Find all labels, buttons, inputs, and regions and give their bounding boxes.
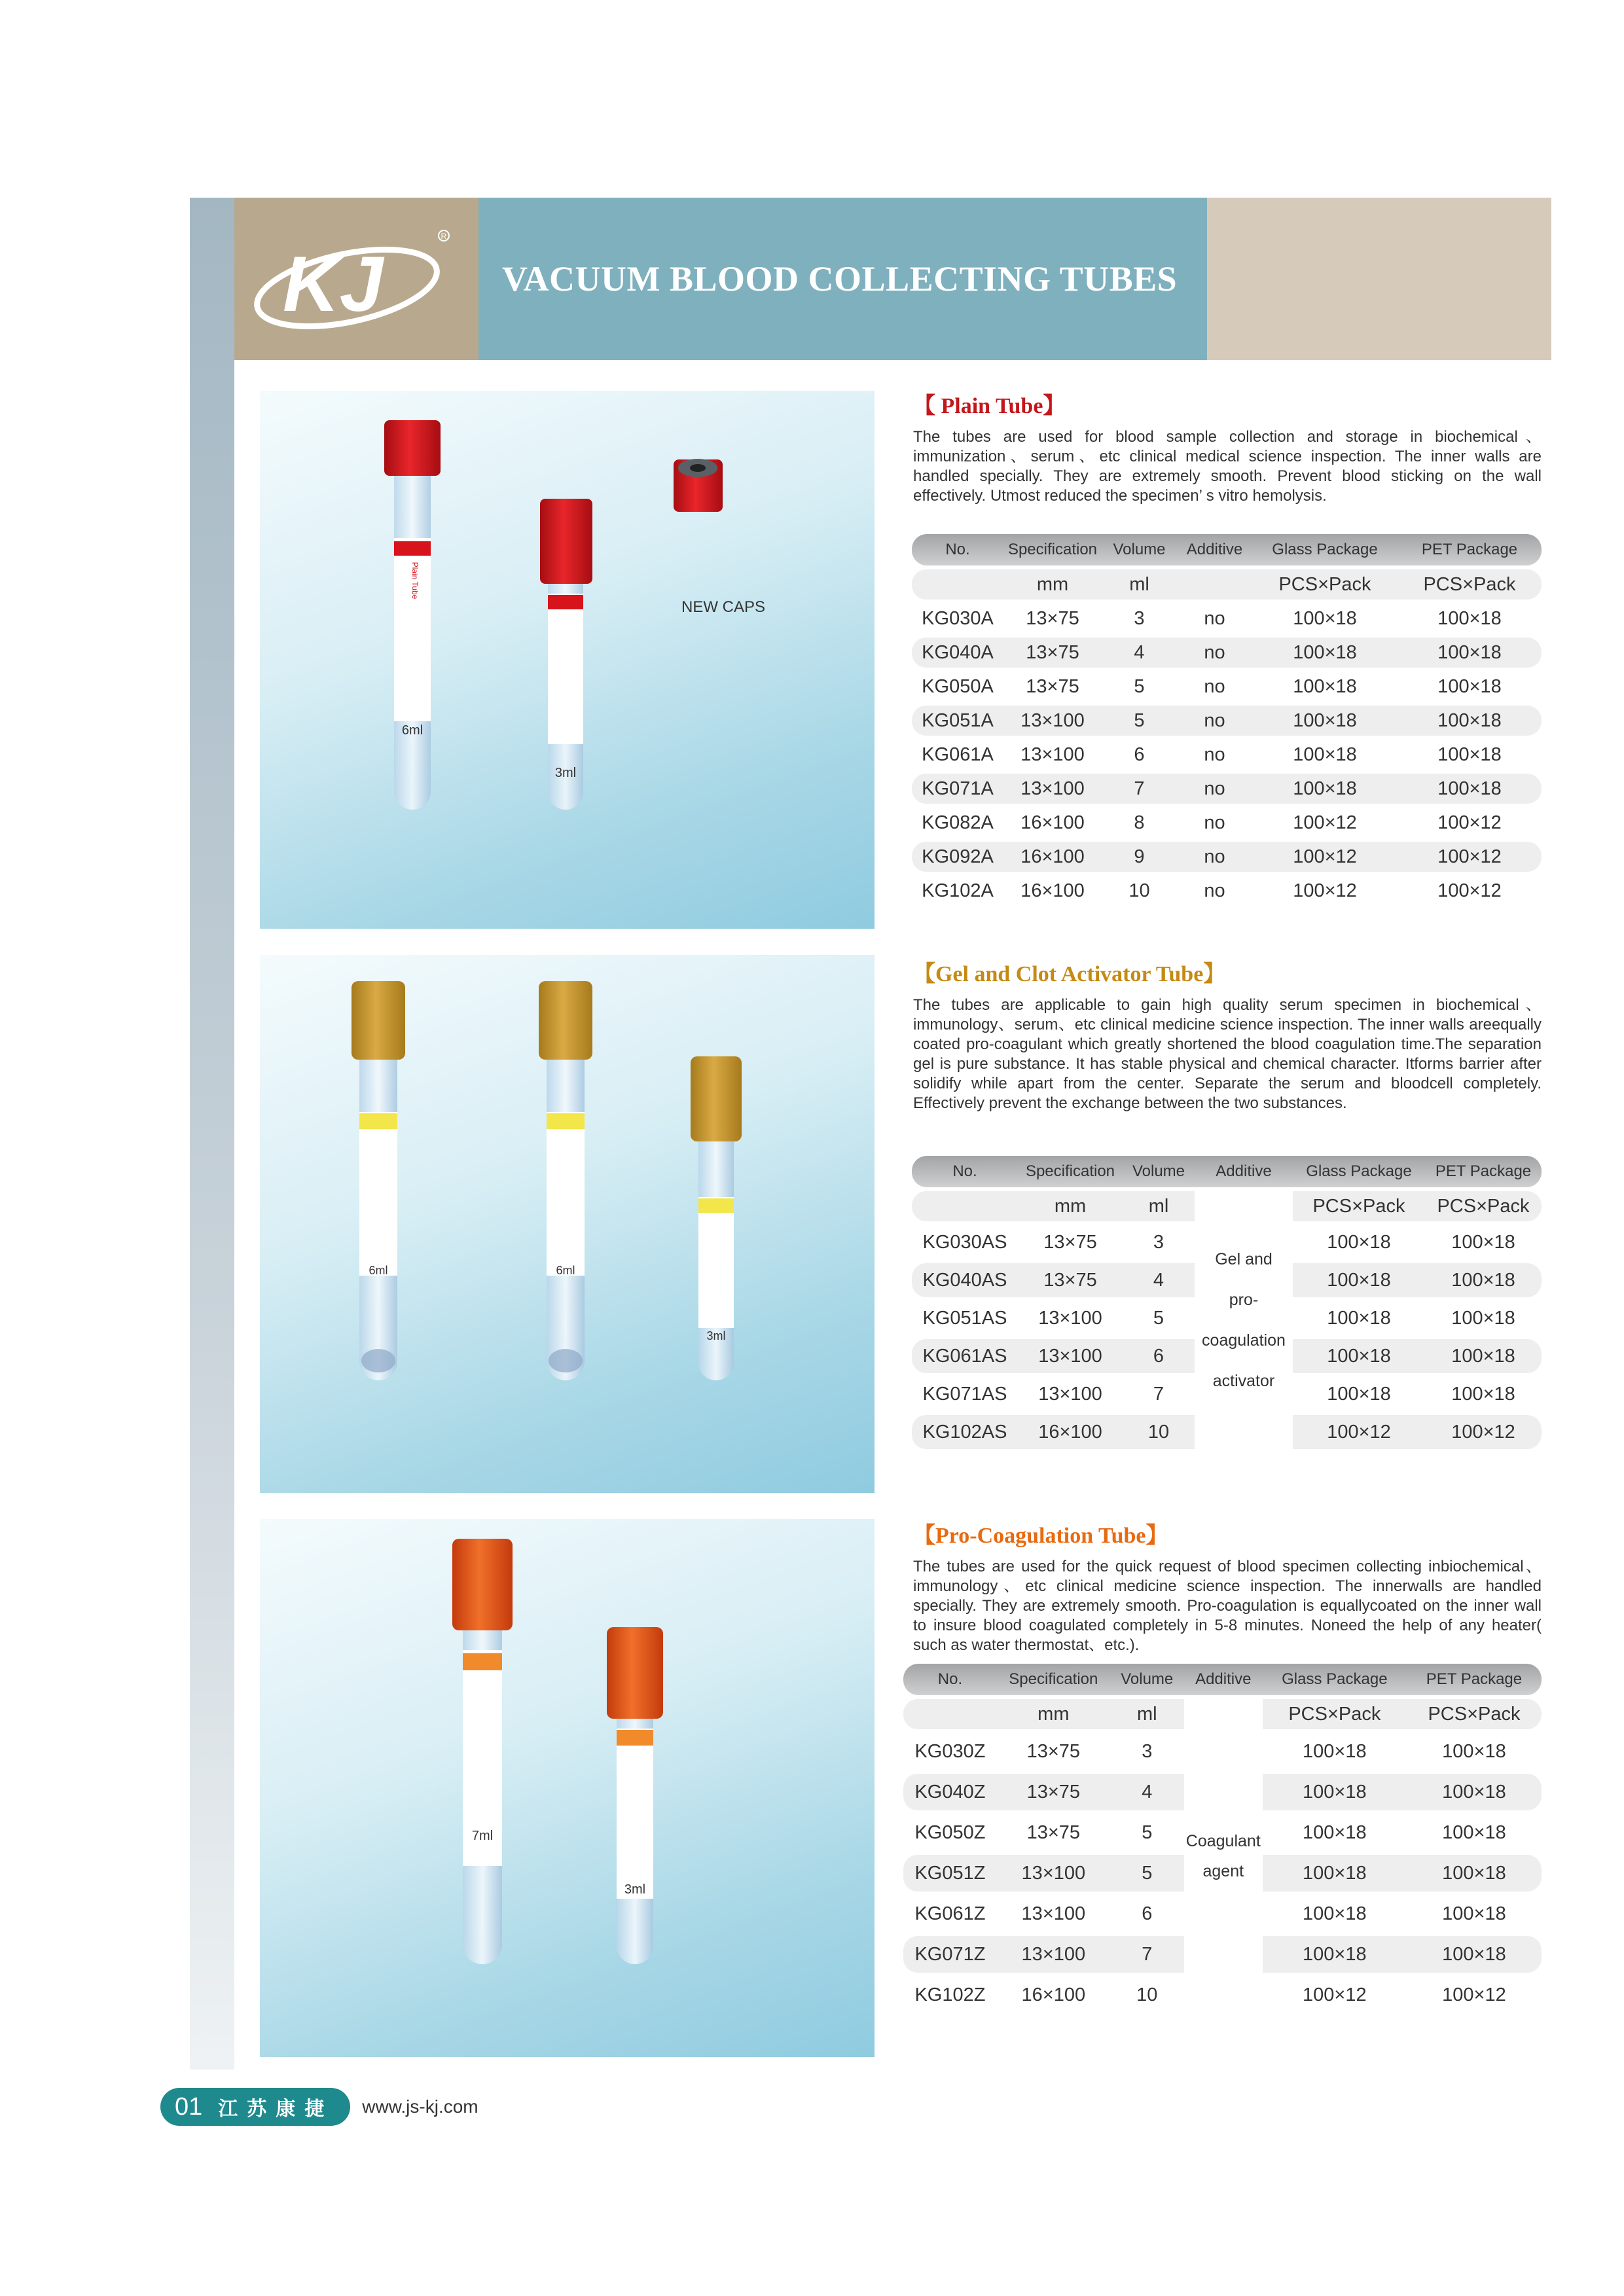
column-header: Glass Package (1293, 1156, 1425, 1187)
unit-cell (903, 1699, 997, 1729)
gel-tube1-volume: 6ml (369, 1264, 388, 1277)
table-row (912, 740, 1542, 770)
table-cell: 9 (1102, 842, 1177, 872)
table-cell: no (1177, 842, 1252, 872)
pro-tube-small (607, 1627, 663, 1964)
new-cap-icon (674, 459, 723, 512)
table-cell: KG061Z (914, 1903, 986, 1924)
plain-tube-table (912, 530, 1542, 910)
gel-tube2-volume: 6ml (556, 1264, 575, 1277)
table-cell: no (1204, 812, 1225, 833)
table-cell: KG102AS (912, 1415, 1018, 1449)
page-footer (160, 2088, 478, 2126)
table-cell: 100×18 (1442, 1821, 1506, 1843)
table-row (912, 706, 1542, 736)
unit-cell: mm (1003, 569, 1102, 600)
table-cell: 100×12 (1303, 1984, 1367, 2005)
table-cell: KG030Z (914, 1740, 986, 1762)
table-cell: 100×18 (1293, 744, 1357, 765)
table-cell: 13×75 (1043, 1231, 1097, 1253)
table-cell: KG102Z (914, 1984, 986, 2005)
table-cell: 16×100 (1021, 1984, 1086, 2005)
table-cell: 100×18 (1263, 1855, 1407, 1892)
unit-cell: ml (1102, 569, 1177, 600)
table-cell: 13×75 (1003, 637, 1102, 668)
table-cell: 4 (1110, 1774, 1184, 1810)
table-cell: 13×75 (1026, 1740, 1081, 1762)
pro-tube-large (452, 1539, 513, 1964)
unit-cell (912, 1191, 1018, 1221)
table-cell: no (1204, 675, 1225, 697)
table-cell: 100×12 (1398, 842, 1542, 872)
column-header: Specification (1003, 534, 1102, 565)
column-header: Additive (1195, 1156, 1293, 1187)
company-name: 江苏康捷 (218, 2098, 334, 2121)
additive-line: pro- (1229, 1291, 1259, 1309)
units-row (912, 1191, 1542, 1221)
unit-cell: mm (997, 1699, 1110, 1729)
gel-tube-table (912, 1152, 1542, 1453)
gel-tube-section (913, 956, 1542, 1113)
gel-tube-3 (691, 1056, 742, 1380)
column-header: No. (912, 534, 1003, 565)
table-cell: 4 (1102, 637, 1177, 668)
table-cell: KG051A (912, 706, 1003, 736)
table-cell: 7 (1102, 774, 1177, 804)
table-cell: KG102A (922, 880, 994, 901)
table-cell: 6 (1134, 744, 1145, 765)
kj-logo-icon (249, 223, 458, 334)
units-row (912, 569, 1542, 600)
table-row (912, 876, 1542, 906)
table-cell: 13×75 (1026, 1821, 1081, 1843)
table-cell: 3 (1142, 1740, 1153, 1762)
table-cell: 100×18 (1327, 1231, 1391, 1253)
column-header: Specification (1018, 1156, 1123, 1187)
table-cell: 100×18 (1293, 607, 1357, 629)
table-cell: 3 (1134, 607, 1145, 629)
table-cell: 100×18 (1442, 1903, 1506, 1924)
website-link[interactable]: www.js-kj.com (362, 2096, 478, 2117)
plain-tube-section (913, 387, 1542, 506)
plain-tube-large (384, 420, 441, 810)
table-cell: 7 (1110, 1936, 1184, 1973)
table-header-row (903, 1664, 1542, 1695)
table-cell: 13×100 (1018, 1339, 1123, 1373)
table-cell: 5 (1153, 1307, 1164, 1329)
table-cell: KG051Z (903, 1855, 997, 1892)
table-cell: 100×12 (1293, 880, 1357, 901)
table-header-row (912, 534, 1542, 565)
gel-tube-title: 【Gel and Clot Activator Tube】 (913, 962, 1226, 986)
table-cell: KG040Z (903, 1774, 997, 1810)
additive-line: Gel and (1215, 1250, 1272, 1268)
table-cell: 4 (1123, 1263, 1195, 1297)
table-cell: 100×18 (1442, 1740, 1506, 1762)
pro-tube-section (913, 1517, 1542, 1655)
table-cell: 100×18 (1252, 706, 1398, 736)
table-cell: 100×18 (1407, 1774, 1542, 1810)
table-cell: KG061AS (912, 1339, 1018, 1373)
table-cell: 13×100 (1003, 706, 1102, 736)
table-cell: 10 (1136, 1984, 1158, 2005)
table-cell: KG040AS (912, 1263, 1018, 1297)
table-cell: no (1177, 706, 1252, 736)
table-cell: KG050A (922, 675, 994, 697)
table-cell: 100×12 (1437, 880, 1502, 901)
unit-cell: ml (1123, 1191, 1195, 1221)
table-cell: 3 (1153, 1231, 1164, 1253)
additive-line: activator (1212, 1372, 1275, 1390)
pro-tube1-volume: 7ml (471, 1829, 494, 1843)
column-header: PET Package (1425, 1156, 1542, 1187)
additive-line: agent (1202, 1862, 1244, 1880)
table-cell: 13×75 (997, 1774, 1110, 1810)
column-header: Additive (1177, 534, 1252, 565)
additive-cell (1184, 1699, 1263, 2013)
unit-cell (912, 569, 1003, 600)
table-row (912, 672, 1542, 702)
column-header: Glass Package (1252, 534, 1398, 565)
table-cell: 100×18 (1437, 744, 1502, 765)
gel-tube-1 (352, 981, 405, 1380)
logo-text: KJ (283, 240, 384, 328)
unit-cell: PCS×Pack (1425, 1191, 1542, 1221)
table-cell: 100×18 (1425, 1339, 1542, 1373)
table-cell: 6 (1142, 1903, 1153, 1924)
table-cell: 5 (1110, 1855, 1184, 1892)
additive-cell (1195, 1191, 1293, 1449)
column-header: Volume (1102, 534, 1177, 565)
table-cell: 100×18 (1303, 1821, 1367, 1843)
table-cell: 5 (1134, 675, 1145, 697)
table-cell: KG030A (922, 607, 994, 629)
additive-line: coagulation (1202, 1331, 1286, 1350)
header-accent (1207, 198, 1551, 360)
table-cell: 100×18 (1252, 774, 1398, 804)
table-cell: 100×18 (1303, 1903, 1367, 1924)
unit-cell: mm (1018, 1191, 1123, 1221)
pro-tube-photo (260, 1519, 875, 2057)
table-cell: 100×18 (1303, 1740, 1367, 1762)
gel-tube3-volume: 3ml (706, 1329, 726, 1342)
table-cell: 100×18 (1263, 1774, 1407, 1810)
table-cell: 16×100 (1020, 812, 1085, 833)
table-cell: 100×18 (1398, 637, 1542, 668)
column-header: Glass Package (1263, 1664, 1407, 1695)
column-header: PET Package (1407, 1664, 1542, 1695)
table-cell: 100×18 (1293, 675, 1357, 697)
pro-tube-description: The tubes are used for the quick request of blood specimen collecting inbiochemical、immunology、etc clinical medicine science inspection. The innerwalls are handled specially. They are extremely smooth. Pro-coagulation is equallycoated on the inner wall to insure blood coagulated completely in 5-8 minutes. Noneed the help of any heater( such as water thermostat、etc.). (913, 1558, 1542, 1654)
page-number: 01 (175, 2092, 203, 2121)
table-cell: 100×18 (1252, 637, 1398, 668)
plain-tube-small (540, 499, 592, 810)
table-cell: 16×100 (1018, 1415, 1123, 1449)
table-cell: KG040A (912, 637, 1003, 668)
plain-tube-title: 【 Plain Tube】 (913, 394, 1066, 418)
unit-cell: PCS×Pack (1398, 569, 1542, 600)
table-cell: no (1204, 607, 1225, 629)
table-cell: no (1204, 880, 1225, 901)
table-cell: KG071AS (922, 1383, 1007, 1405)
table-cell: 10 (1128, 880, 1150, 901)
table-cell: 100×18 (1398, 706, 1542, 736)
gel-tube-2 (539, 981, 592, 1380)
table-cell: KG030AS (922, 1231, 1007, 1253)
table-cell: KG082A (922, 812, 994, 833)
table-row (912, 774, 1542, 804)
table-cell: 100×18 (1407, 1855, 1542, 1892)
pro-tube-title: 【Pro-Coagulation Tube】 (913, 1524, 1168, 1548)
table-cell: 6 (1123, 1339, 1195, 1373)
table-cell: 100×18 (1263, 1936, 1407, 1973)
table-cell: 100×12 (1442, 1984, 1506, 2005)
table-cell: KG071A (912, 774, 1003, 804)
table-row (912, 842, 1542, 872)
table-cell: 13×100 (1038, 1307, 1102, 1329)
table-cell: 13×100 (1003, 774, 1102, 804)
tube1-volume: 6ml (401, 723, 424, 738)
table-cell: 13×100 (997, 1936, 1110, 1973)
additive-line: Coagulant (1185, 1832, 1261, 1850)
table-header-row (912, 1156, 1542, 1187)
table-cell: 100×12 (1437, 812, 1502, 833)
units-row (903, 1699, 1542, 1729)
side-bar (190, 198, 234, 2070)
table-cell: 5 (1102, 706, 1177, 736)
table-cell: 16×100 (1020, 880, 1085, 901)
table-cell: 13×75 (1026, 607, 1079, 629)
tube2-volume: 3ml (554, 766, 577, 780)
table-cell: KG050Z (914, 1821, 986, 1843)
plain-tube-description: The tubes are used for blood sample collection and storage in biochemical、immunization、serum、etc clinical medical science inspection. The inner walls are handled specially. They are extremely smooth. Prevent blood sticking on the wall effectively. Utmost reduced the specimen’ s vitro hemolysis. (913, 428, 1542, 505)
title-panel (478, 198, 1207, 360)
column-header: Additive (1184, 1664, 1263, 1695)
table-cell: 13×75 (1018, 1263, 1123, 1297)
table-cell: 100×18 (1425, 1263, 1542, 1297)
pro-tube2-volume: 3ml (624, 1882, 646, 1897)
table-cell: 100×18 (1451, 1383, 1515, 1405)
column-header: Volume (1123, 1156, 1195, 1187)
page-header (234, 198, 1551, 360)
page-badge (160, 2088, 350, 2126)
table-cell: no (1177, 774, 1252, 804)
table-cell: 100×18 (1451, 1307, 1515, 1329)
column-header: Specification (997, 1664, 1110, 1695)
table-cell: KG051AS (922, 1307, 1007, 1329)
column-header: PET Package (1398, 534, 1542, 565)
table-cell: KG061A (922, 744, 994, 765)
table-cell: 10 (1123, 1415, 1195, 1449)
table-cell: 100×18 (1451, 1231, 1515, 1253)
table-cell: 13×75 (1026, 675, 1079, 697)
table-cell: 16×100 (1003, 842, 1102, 872)
table-cell: 7 (1153, 1383, 1164, 1405)
logo-panel (234, 198, 478, 360)
table-cell: 100×18 (1437, 675, 1502, 697)
page-title: VACUUM BLOOD COLLECTING TUBES (502, 259, 1178, 298)
table-cell: 100×12 (1293, 1415, 1425, 1449)
table-cell: 100×18 (1293, 1339, 1425, 1373)
table-cell: 100×12 (1293, 812, 1357, 833)
table-cell: KG092A (912, 842, 1003, 872)
table-cell: 100×18 (1327, 1383, 1391, 1405)
new-caps-label: NEW CAPS (681, 598, 766, 616)
plain-tubes-image (260, 391, 875, 929)
unit-cell: PCS×Pack (1263, 1699, 1407, 1729)
table-cell: 13×100 (1021, 1903, 1086, 1924)
unit-cell (1177, 569, 1252, 600)
table-cell: 5 (1142, 1821, 1153, 1843)
table-row (912, 603, 1542, 634)
table-cell: 13×100 (1038, 1383, 1102, 1405)
unit-cell: ml (1110, 1699, 1184, 1729)
plain-tube-photo (260, 391, 875, 929)
table-cell: KG071Z (903, 1936, 997, 1973)
table-cell: no (1204, 744, 1225, 765)
pro-tube-table (903, 1660, 1542, 2017)
table-cell: 100×18 (1437, 607, 1502, 629)
table-cell: 100×18 (1407, 1936, 1542, 1973)
table-cell: 8 (1134, 812, 1145, 833)
unit-cell: PCS×Pack (1293, 1191, 1425, 1221)
table-cell: 100×12 (1425, 1415, 1542, 1449)
column-header: No. (912, 1156, 1018, 1187)
svg-text:R: R (441, 232, 447, 241)
unit-cell: PCS×Pack (1252, 569, 1398, 600)
table-cell: 100×18 (1293, 1263, 1425, 1297)
gel-tubes-image (260, 955, 875, 1493)
pro-tubes-image (260, 1519, 875, 2057)
gel-tube-description: The tubes are applicable to gain high quality serum specimen in biochemical、immunology、serum、etc clinical medicine science inspection. The inner walls areequally coated pro-coagulant which greatly shortened the blood coagulation time.The separation gel is pure substance. It has stable physical and chemical character. Itforms barrier after solidify while apart from the center. Separate the serum and bloodcell completely. Effectively prevent the exchange between the two substances. (913, 996, 1542, 1112)
table-cell: 100×12 (1252, 842, 1398, 872)
table-cell: 13×100 (1020, 744, 1085, 765)
table-cell: 13×100 (997, 1855, 1110, 1892)
column-header: No. (903, 1664, 997, 1695)
table-row (912, 808, 1542, 838)
table-cell: 100×18 (1398, 774, 1542, 804)
table-row (912, 637, 1542, 668)
column-header: Volume (1110, 1664, 1184, 1695)
table-cell: no (1177, 637, 1252, 668)
unit-cell: PCS×Pack (1407, 1699, 1542, 1729)
table-cell: 100×18 (1327, 1307, 1391, 1329)
tube-label-title: Plain Tube (410, 562, 420, 600)
gel-tube-photo (260, 955, 875, 1493)
